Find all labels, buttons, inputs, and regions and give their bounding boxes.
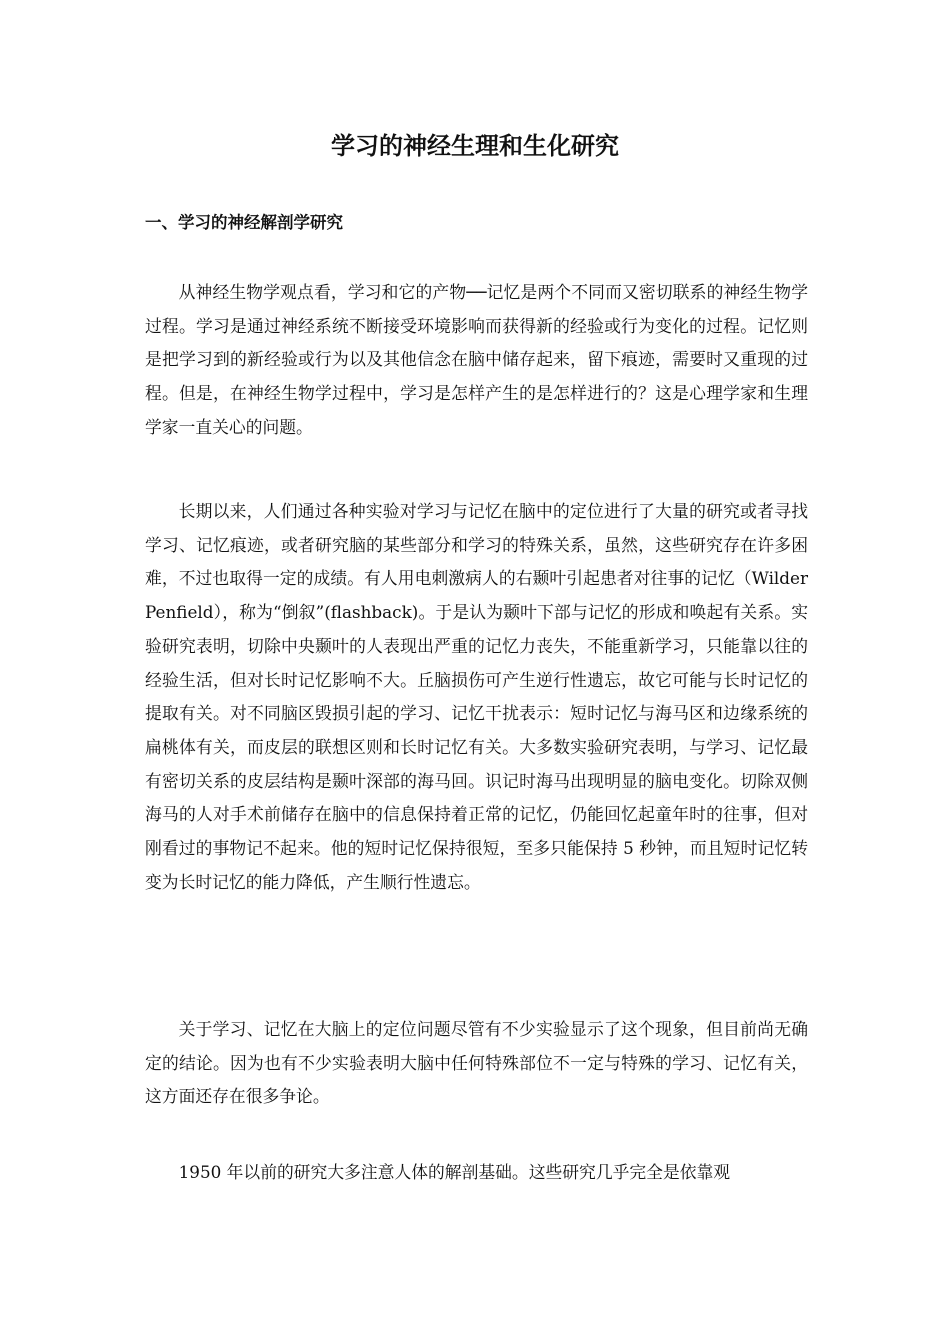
paragraph-3: 关于学习、记忆在大脑上的定位问题尽管有不少实验显示了这个现象，但目前尚无确定的结论。因为也有不少实验表明大脑中任何特殊部位不一定与特殊的学习、记忆有关，这方面还存在很多争论。 [145,1019,808,1107]
paragraph-4: 1950 年以前的研究大多注意人体的解剖基础。这些研究几乎完全是依靠观 [178,1162,731,1182]
paragraph-2: 长期以来，人们通过各种实验对学习与记忆在脑中的定位进行了大量的研究或者寻找学习、记忆痕迹，或者研究脑的某些部分和学习的特殊关系，虽然，这些研究存在许多困难，不过也取得一定的成绩。有人用电刺激病人的右颞叶引起患者对往事的记忆（Wilder Penfield），称为“倒叙”(flashback)。于是认为颞叶下部与记忆的形成和唤起有关系。实验研究表明，切除中央颞叶的人表现出严重的记忆力丧失，不能重新学习，只能靠以往的经验生活，但对长时记忆影响不大。丘脑损伤可产生逆行性遗忘，故它可能与长时记忆的提取有关。对不同脑区毁损引起的学习、记忆干扰表示：短时记忆与海马区和边缘系统的扁桃体有关，而皮层的联想区则和长时记忆有关。大多数实验研究表明，与学习、记忆最有密切关系的皮层结构是颞叶深部的海马回。识记时海马出现明显的脑电变化。切除双侧海马的人对手术前储存在脑中的信息保持着正常的记忆，仍能回忆起童年时的往事，但对刚看过的事物记不起来。他的短时记忆保持很短，至多只能保持 5 秒钟，而且短时记忆转变为长时记忆的能力降低，产生顺行性遗忘。 [145,501,808,892]
document-title: 学习的神经生理和生化研究 [331,132,619,160]
section-heading: 一、学习的神经解剖学研究 [145,213,343,232]
paragraph-1: 从神经生物学观点看，学习和它的产物──记忆是两个不同而又密切联系的神经生物学过程。学习是通过神经系统不断接受环境影响而获得新的经验或行为变化的过程。记忆则是把学习到的新经验或行为以及其他信念在脑中储存起来，留下痕迹，需要时又重现的过程。但是，在神经生物学过程中，学习是怎样产生的是怎样进行的？这是心理学家和生理学家一直关心的问题。 [145,282,808,437]
